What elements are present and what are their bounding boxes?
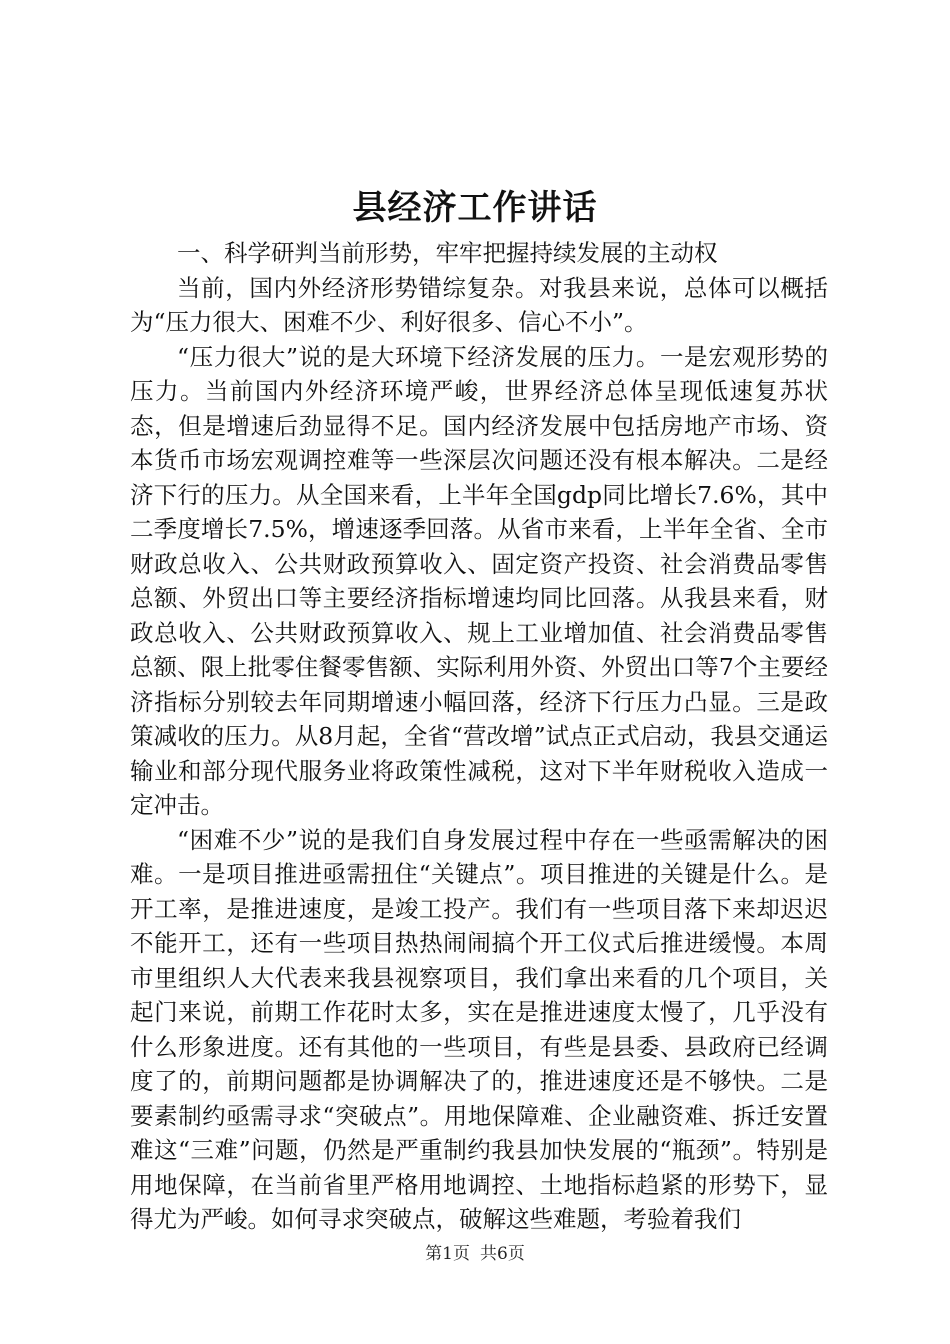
section-heading: 一、科学研判当前形势，牢牢把握持续发展的主动权 (177, 239, 718, 267)
paragraph-pressure: “压力很大”说的是大环境下经济发展的压力。一是宏观形势的压力。当前国内外经济环境严峻，世界经济总体呈现低速复苏状态，但是增速后劲显得不足。国内经济发展中包括房地产市场、资本货币市场宏观调控难等一些深层次问题还没有根本解决。二是经济下行的压力。从全国来看，上半年全国gdp同比增长7.6%，其中二季度增长7.5%，增速逐季回落。从省市来看，上半年全省、全市财政总收入、公共财政预算收入、固定资产投资、社会消费品零售总额、外贸出口等主要经济指标增速均同比回落。从我县来看，财政总收入、公共财政预算收入、规上工业增加值、社会消费品零售总额、限上批零住餐零售额、实际利用外资、外贸出口等7个主要经济指标分别较去年同期增速小幅回落，经济下行压力凸显。三是政策减收的压力。从8月起，全省“营改增”试点正式启动，我县交通运输业和部分现代服务业将政策性减税，这对下半年财税收入造成一定冲击。 (130, 342, 828, 819)
document-title: 县经济工作讲话 (352, 188, 598, 228)
paragraph-difficulties: “困难不少”说的是我们自身发展过程中存在一些亟需解决的困难。一是项目推进亟需扭住“关键点”。项目推进的关键是什么。是开工率，是推进速度，是竣工投产。我们有一些项目落下来却迟迟不能开工，还有一些项目热热闹闹搞个开工仪式后推进缓慢。本周市里组织人大代表来我县视察项目，我们拿出来看的几个项目，关起门来说，前期工作花时太多，实在是推进速度太慢了，几乎没有什么形象进度。还有其他的一些项目，有些是县委、县政府已经调度了的，前期问题都是协调解决了的，推进速度还是不够快。二是要素制约亟需寻求“突破点”。用地保障难、企业融资难、拆迁安置难这“三难”问题，仍然是严重制约我县加快发展的“瓶颈”。特别是用地保障，在当前省里严格用地调控、土地指标趋紧的形势下，显得尤为严峻。如何寻求突破点，破解这些难题，考验着我们 (130, 825, 828, 1233)
paragraph-overview: 当前，国内外经济形势错综复杂。对我县来说，总体可以概括为“压力很大、困难不少、利好很多、信心不小”。 (130, 273, 828, 336)
page-total: 共6页 (480, 1244, 525, 1264)
page-footer (0, 1242, 950, 1266)
page-number: 第1页 (425, 1244, 470, 1264)
document-body (130, 236, 828, 1237)
